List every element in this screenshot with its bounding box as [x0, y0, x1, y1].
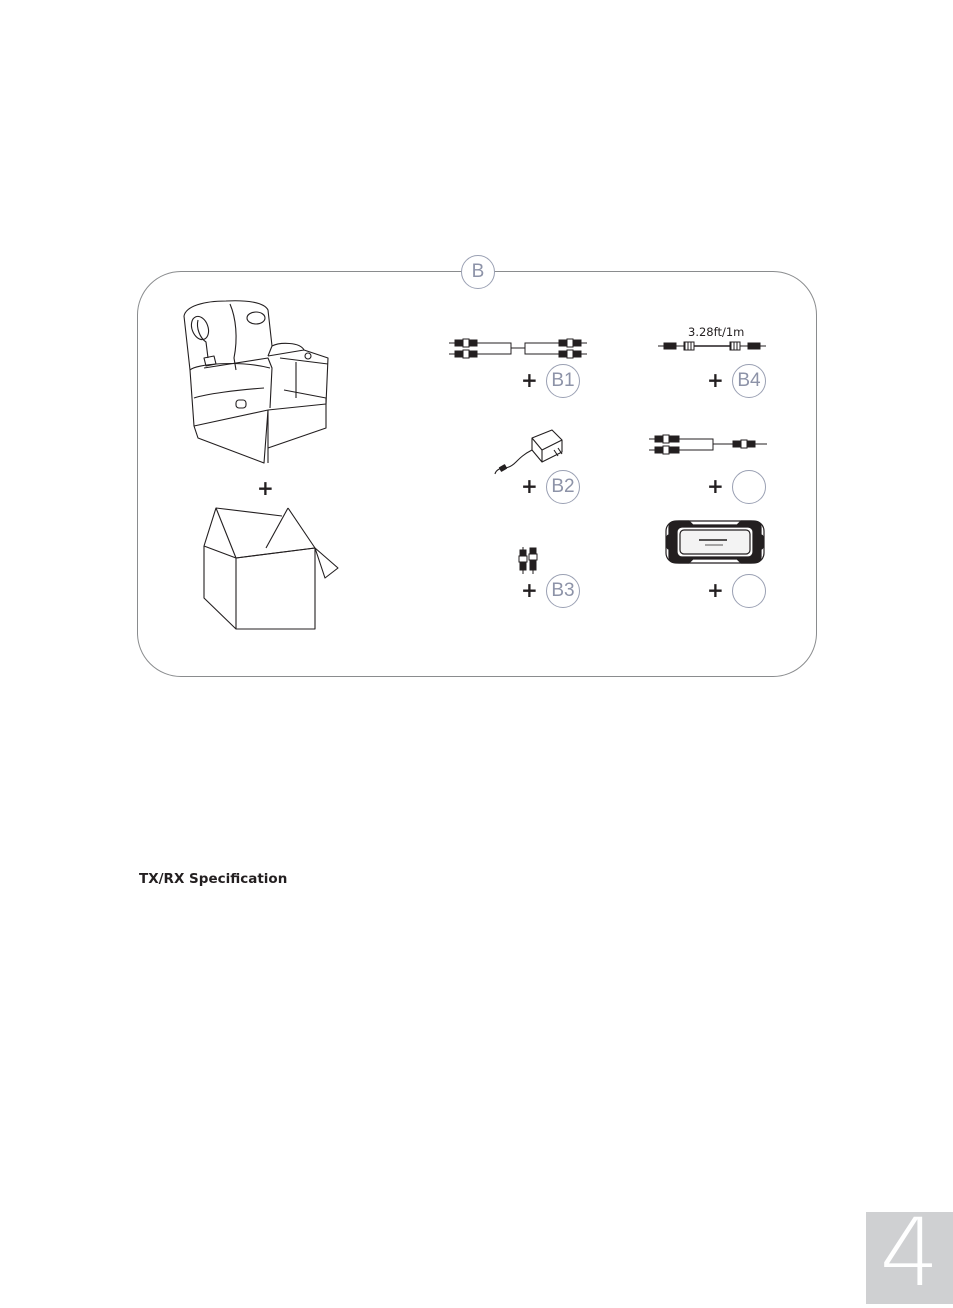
- plus-sign-b2: +: [521, 474, 538, 498]
- plus-sign-chair: +: [257, 476, 274, 500]
- page-number: 4: [879, 1199, 940, 1308]
- plus-sign-b5: +: [707, 474, 724, 498]
- cable-length-label: 3.28ft/1m: [688, 325, 745, 339]
- spec-heading: TX/RX Specification: [139, 871, 288, 887]
- item-badge-b2: B2: [546, 470, 580, 504]
- item-badge-b3: B3: [546, 574, 580, 608]
- plus-sign-b4: +: [707, 368, 724, 392]
- power-adapter-icon: [494, 428, 568, 476]
- section-badge: B: [461, 255, 495, 289]
- rca-cable-icon: [449, 336, 587, 362]
- plus-sign-b1: +: [521, 368, 538, 392]
- shipping-box-icon: [194, 506, 339, 630]
- item-badge-b1: B1: [546, 364, 580, 398]
- recliner-chair-icon: [176, 298, 336, 466]
- page-number-tab: [866, 1199, 953, 1308]
- item-badge-b6: [732, 574, 766, 608]
- aux-cable-icon: [658, 341, 766, 351]
- item-badge-b5: [732, 470, 766, 504]
- item-badge-b4: B4: [732, 364, 766, 398]
- wireless-transmitter-icon: [665, 517, 765, 567]
- rca-connector-pair-icon: [517, 547, 539, 575]
- plus-sign-b6: +: [707, 578, 724, 602]
- y-splitter-cable-icon: [649, 434, 767, 456]
- plus-sign-b3: +: [521, 578, 538, 602]
